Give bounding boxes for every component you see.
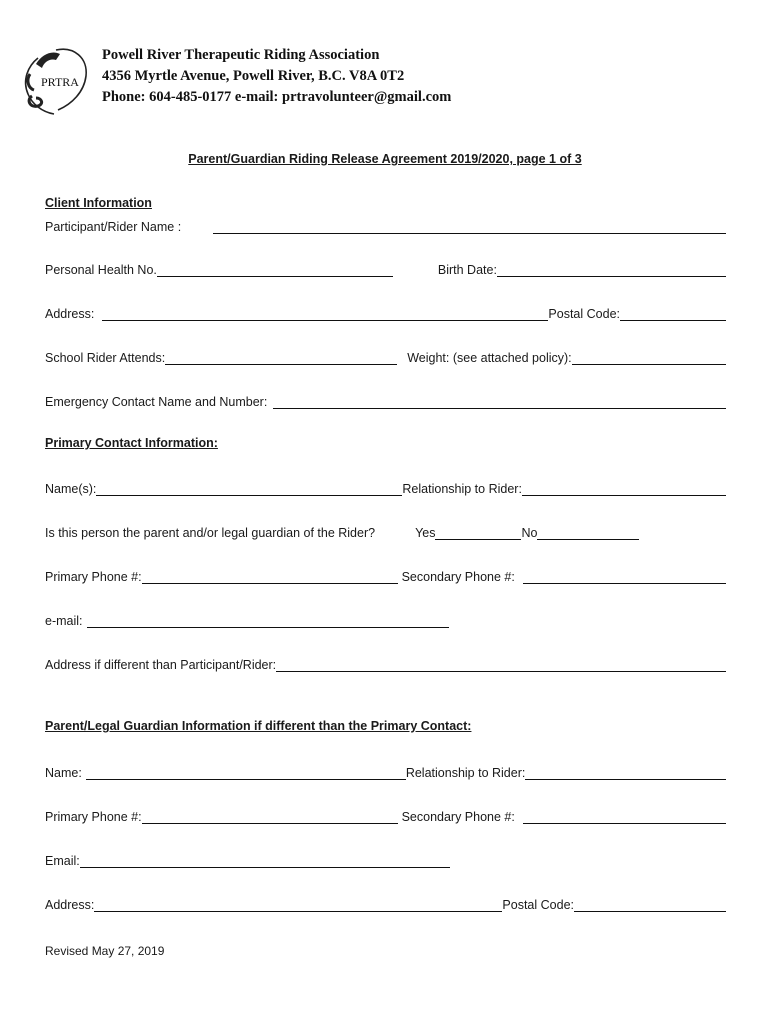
emergency-row [45,391,726,409]
health-birth-row [45,259,726,277]
page-title: Parent/Guardian Riding Release Agreement 2019/2020, page 1 of 3 [188,152,582,166]
guardian-primary-phone-label: Primary Phone #: [45,810,142,824]
primary-email-row [45,610,726,628]
yes-label: Yes [415,526,436,540]
no-field[interactable] [537,525,639,540]
guardian-postal-code-field[interactable] [574,897,726,912]
guardian-relationship-label: Relationship to Rider: [405,766,526,780]
address-row [45,303,726,321]
logo-text: PRTRA [41,75,79,89]
secondary-phone-label: Secondary Phone #: [401,570,515,584]
birth-date-field[interactable] [497,262,726,277]
primary-relationship-label: Relationship to Rider: [402,482,522,496]
guardian-name-field[interactable] [86,765,406,780]
postal-code-label: Postal Code: [548,307,620,321]
primary-phone-label: Primary Phone #: [45,570,142,584]
no-label: No [521,526,538,540]
emergency-field[interactable] [273,394,726,409]
org-address: 4356 Myrtle Avenue, Powell River, B.C. V8A 0T2 [102,68,405,84]
guardian-question-row [45,522,726,540]
birth-date-label: Birth Date: [437,263,497,277]
prtra-logo [16,44,94,120]
org-name: Powell River Therapeutic Riding Association [102,47,380,63]
client-section-heading: Client Information [45,196,152,210]
revision-note: Revised May 27, 2019 [45,944,165,958]
alt-address-label: Address if different than Participant/Rider: [45,658,277,672]
org-header [102,45,451,108]
guardian-name-label: Name: [45,766,82,780]
primary-email-label: e-mail: [45,614,83,628]
primary-names-row [45,478,726,496]
primary-phone-field[interactable] [142,569,398,584]
weight-field[interactable] [572,350,726,365]
guardian-secondary-phone-field[interactable] [523,809,726,824]
postal-code-field[interactable] [620,306,726,321]
weight-label: Weight: (see attached policy): [407,351,572,365]
yes-field[interactable] [435,525,521,540]
guardian-question-label: Is this person the parent and/or legal guardian of the Rider? [45,526,376,540]
alt-address-row [45,654,726,672]
guardian-secondary-phone-label: Secondary Phone #: [401,810,515,824]
school-weight-row [45,347,726,365]
primary-section-heading: Primary Contact Information: [45,436,218,450]
emergency-label: Emergency Contact Name and Number: [45,395,268,409]
secondary-phone-field[interactable] [523,569,726,584]
guardian-email-field[interactable] [80,853,450,868]
guardian-email-row [45,850,726,868]
address-label: Address: [45,307,95,321]
participant-name-field[interactable] [213,219,726,234]
guardian-phone-row [45,806,726,824]
school-label: School Rider Attends: [45,351,166,365]
participant-name-label: Participant/Rider Name : [45,220,182,234]
guardian-address-label: Address: [45,898,95,912]
guardian-address-row [45,894,726,912]
health-no-field[interactable] [157,262,393,277]
guardian-relationship-field[interactable] [525,765,726,780]
primary-relationship-field[interactable] [522,481,726,496]
participant-name-row [45,216,726,234]
guardian-section-heading: Parent/Legal Guardian Information if different than the Primary Contact: [45,719,472,733]
guardian-email-label: Email: [45,854,80,868]
school-field[interactable] [165,350,397,365]
primary-email-field[interactable] [87,613,449,628]
guardian-primary-phone-field[interactable] [142,809,398,824]
guardian-address-field[interactable] [94,897,502,912]
primary-phone-row [45,566,726,584]
org-contact: Phone: 604-485-0177 e-mail: prtravolunteer@gmail.com [102,89,452,105]
guardian-postal-code-label: Postal Code: [502,898,574,912]
guardian-name-row [45,762,726,780]
primary-names-label: Name(s): [45,482,97,496]
alt-address-field[interactable] [276,657,726,672]
address-field[interactable] [102,306,548,321]
primary-names-field[interactable] [96,481,402,496]
health-no-label: Personal Health No. [45,263,157,277]
